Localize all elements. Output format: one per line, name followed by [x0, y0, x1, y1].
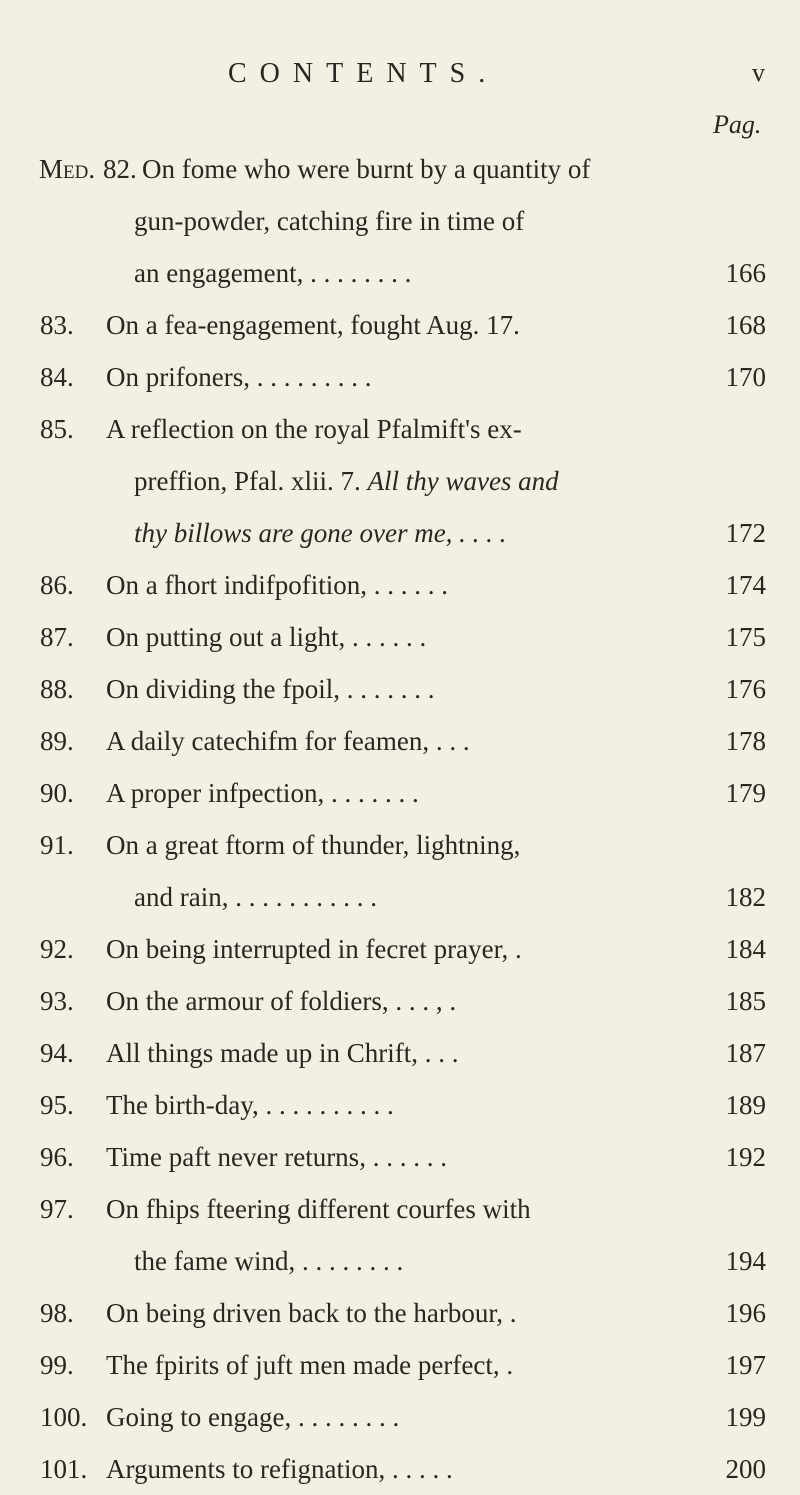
entry-page-number: 170: [725, 362, 766, 392]
entry-page-number: 172: [725, 518, 766, 548]
entry-title: Arguments to refignation, . . . . .: [106, 1454, 453, 1484]
contents-entry: [0, 923, 800, 975]
entry-number: 88.: [40, 674, 74, 704]
running-head: [0, 58, 800, 98]
entry-page-number: 175: [725, 622, 766, 652]
entry-number: 92.: [40, 934, 74, 964]
entry-number: 97.: [40, 1194, 74, 1224]
entry-title: On the armour of foldiers, . . . , .: [106, 986, 457, 1016]
entry-page-number: 179: [725, 778, 766, 808]
entry-number: 90.: [40, 778, 74, 808]
entry-title-continued: gun-powder, catching fire in time of: [134, 206, 525, 236]
entry-number: 85.: [40, 414, 74, 444]
entry-number: 83.: [40, 310, 74, 340]
entry-page-number: 192: [725, 1142, 766, 1172]
contents-entry: [0, 143, 800, 299]
entry-title: All things made up in Chrift, . . .: [106, 1038, 459, 1068]
entry-number: 98.: [40, 1298, 74, 1328]
entry-number: 82.: [103, 154, 137, 184]
entry-title: On fome who were burnt by a quantity of: [142, 154, 591, 184]
contents-entry: [0, 1287, 800, 1339]
entry-number: 95.: [40, 1090, 74, 1120]
entry-number: 101.: [40, 1454, 88, 1484]
entry-title: On prifoners, . . . . . . . . .: [106, 362, 372, 392]
contents-entry: [0, 1391, 800, 1443]
contents-entry: [0, 819, 800, 923]
entry-title: Time paft never returns, . . . . . .: [106, 1142, 447, 1172]
page-column-label: Pag.: [713, 110, 762, 139]
contents-entry: [0, 1079, 800, 1131]
entry-number: 96.: [40, 1142, 74, 1172]
entry-title: A reflection on the royal Pfalmift's ex-: [106, 414, 522, 444]
entry-title-continued: [134, 455, 559, 507]
entry-title: On putting out a light, . . . . . .: [106, 622, 427, 652]
entry-title-continued: thy billows are gone over me, . . . .: [134, 518, 507, 548]
page-folio: v: [752, 58, 765, 87]
entry-page-number: 197: [725, 1350, 766, 1380]
entry-number: 89.: [40, 726, 74, 756]
entry-page-number: 168: [725, 310, 766, 340]
entry-title: Going to engage, . . . . . . . .: [106, 1402, 400, 1432]
contents-entry: [0, 1443, 800, 1495]
entry-number: 91.: [40, 830, 74, 860]
contents-entry: [0, 1183, 800, 1287]
contents-entry: [0, 767, 800, 819]
entry-title-continued: the fame wind, . . . . . . . .: [134, 1246, 404, 1276]
contents-entry: [0, 715, 800, 767]
entry-page-number: 189: [725, 1090, 766, 1120]
entry-page-number: 178: [725, 726, 766, 756]
entry-title-text: preffion, Pfal. xlii. 7.: [134, 466, 361, 496]
entry-title-continued: an engagement, . . . . . . . .: [134, 258, 412, 288]
entry-title: On being interrupted in fecret prayer, .: [106, 934, 522, 964]
entry-title: On a fea-engagement, fought Aug. 17.: [106, 310, 520, 340]
entry-title-continued: and rain, . . . . . . . . . . .: [134, 882, 377, 912]
entry-page-number: 176: [725, 674, 766, 704]
running-title: CONTENTS.: [228, 58, 499, 89]
entry-title: On being driven back to the harbour, .: [106, 1298, 517, 1328]
entry-title: On a fhort indifpofition, . . . . . .: [106, 570, 448, 600]
entry-page-number: 166: [725, 258, 766, 288]
entry-title: A proper infpection, . . . . . . .: [106, 778, 419, 808]
contents-entry: [0, 351, 800, 403]
entry-title: On fhips fteering different courfes with: [106, 1194, 531, 1224]
entry-title: A daily catechifm for feamen, . . .: [106, 726, 470, 756]
entry-page-number: 194: [725, 1246, 766, 1276]
entry-page-number: 174: [725, 570, 766, 600]
entry-title-italic: All thy waves and: [367, 466, 559, 496]
entry-number: 86.: [40, 570, 74, 600]
entry-title: On a great ftorm of thunder, lightning,: [106, 830, 521, 860]
contents-entry: [0, 559, 800, 611]
entry-title: The birth-day, . . . . . . . . . .: [106, 1090, 394, 1120]
contents-entry: [0, 1339, 800, 1391]
entry-number: 94.: [40, 1038, 74, 1068]
contents-entry: [0, 611, 800, 663]
entry-number: 84.: [40, 362, 74, 392]
contents-entry: [0, 403, 800, 559]
entry-page-number: 187: [725, 1038, 766, 1068]
section-prefix: Med.: [39, 154, 96, 184]
entry-number: 100.: [40, 1402, 88, 1432]
entry-title: On dividing the fpoil, . . . . . . .: [106, 674, 435, 704]
contents-entry: [0, 663, 800, 715]
entry-page-number: 200: [725, 1454, 766, 1484]
contents-list: [0, 143, 800, 1495]
entry-title: The fpirits of juft men made perfect, .: [106, 1350, 514, 1380]
contents-entry: [0, 299, 800, 351]
entry-page-number: 196: [725, 1298, 766, 1328]
entry-number: 87.: [40, 622, 74, 652]
contents-entry: [0, 975, 800, 1027]
entry-number: 93.: [40, 986, 74, 1016]
contents-entry: [0, 1131, 800, 1183]
entry-page-number: 185: [725, 986, 766, 1016]
entry-page-number: 184: [725, 934, 766, 964]
entry-page-number: 199: [725, 1402, 766, 1432]
contents-entry: [0, 1027, 800, 1079]
entry-number: 99.: [40, 1350, 74, 1380]
entry-page-number: 182: [725, 882, 766, 912]
